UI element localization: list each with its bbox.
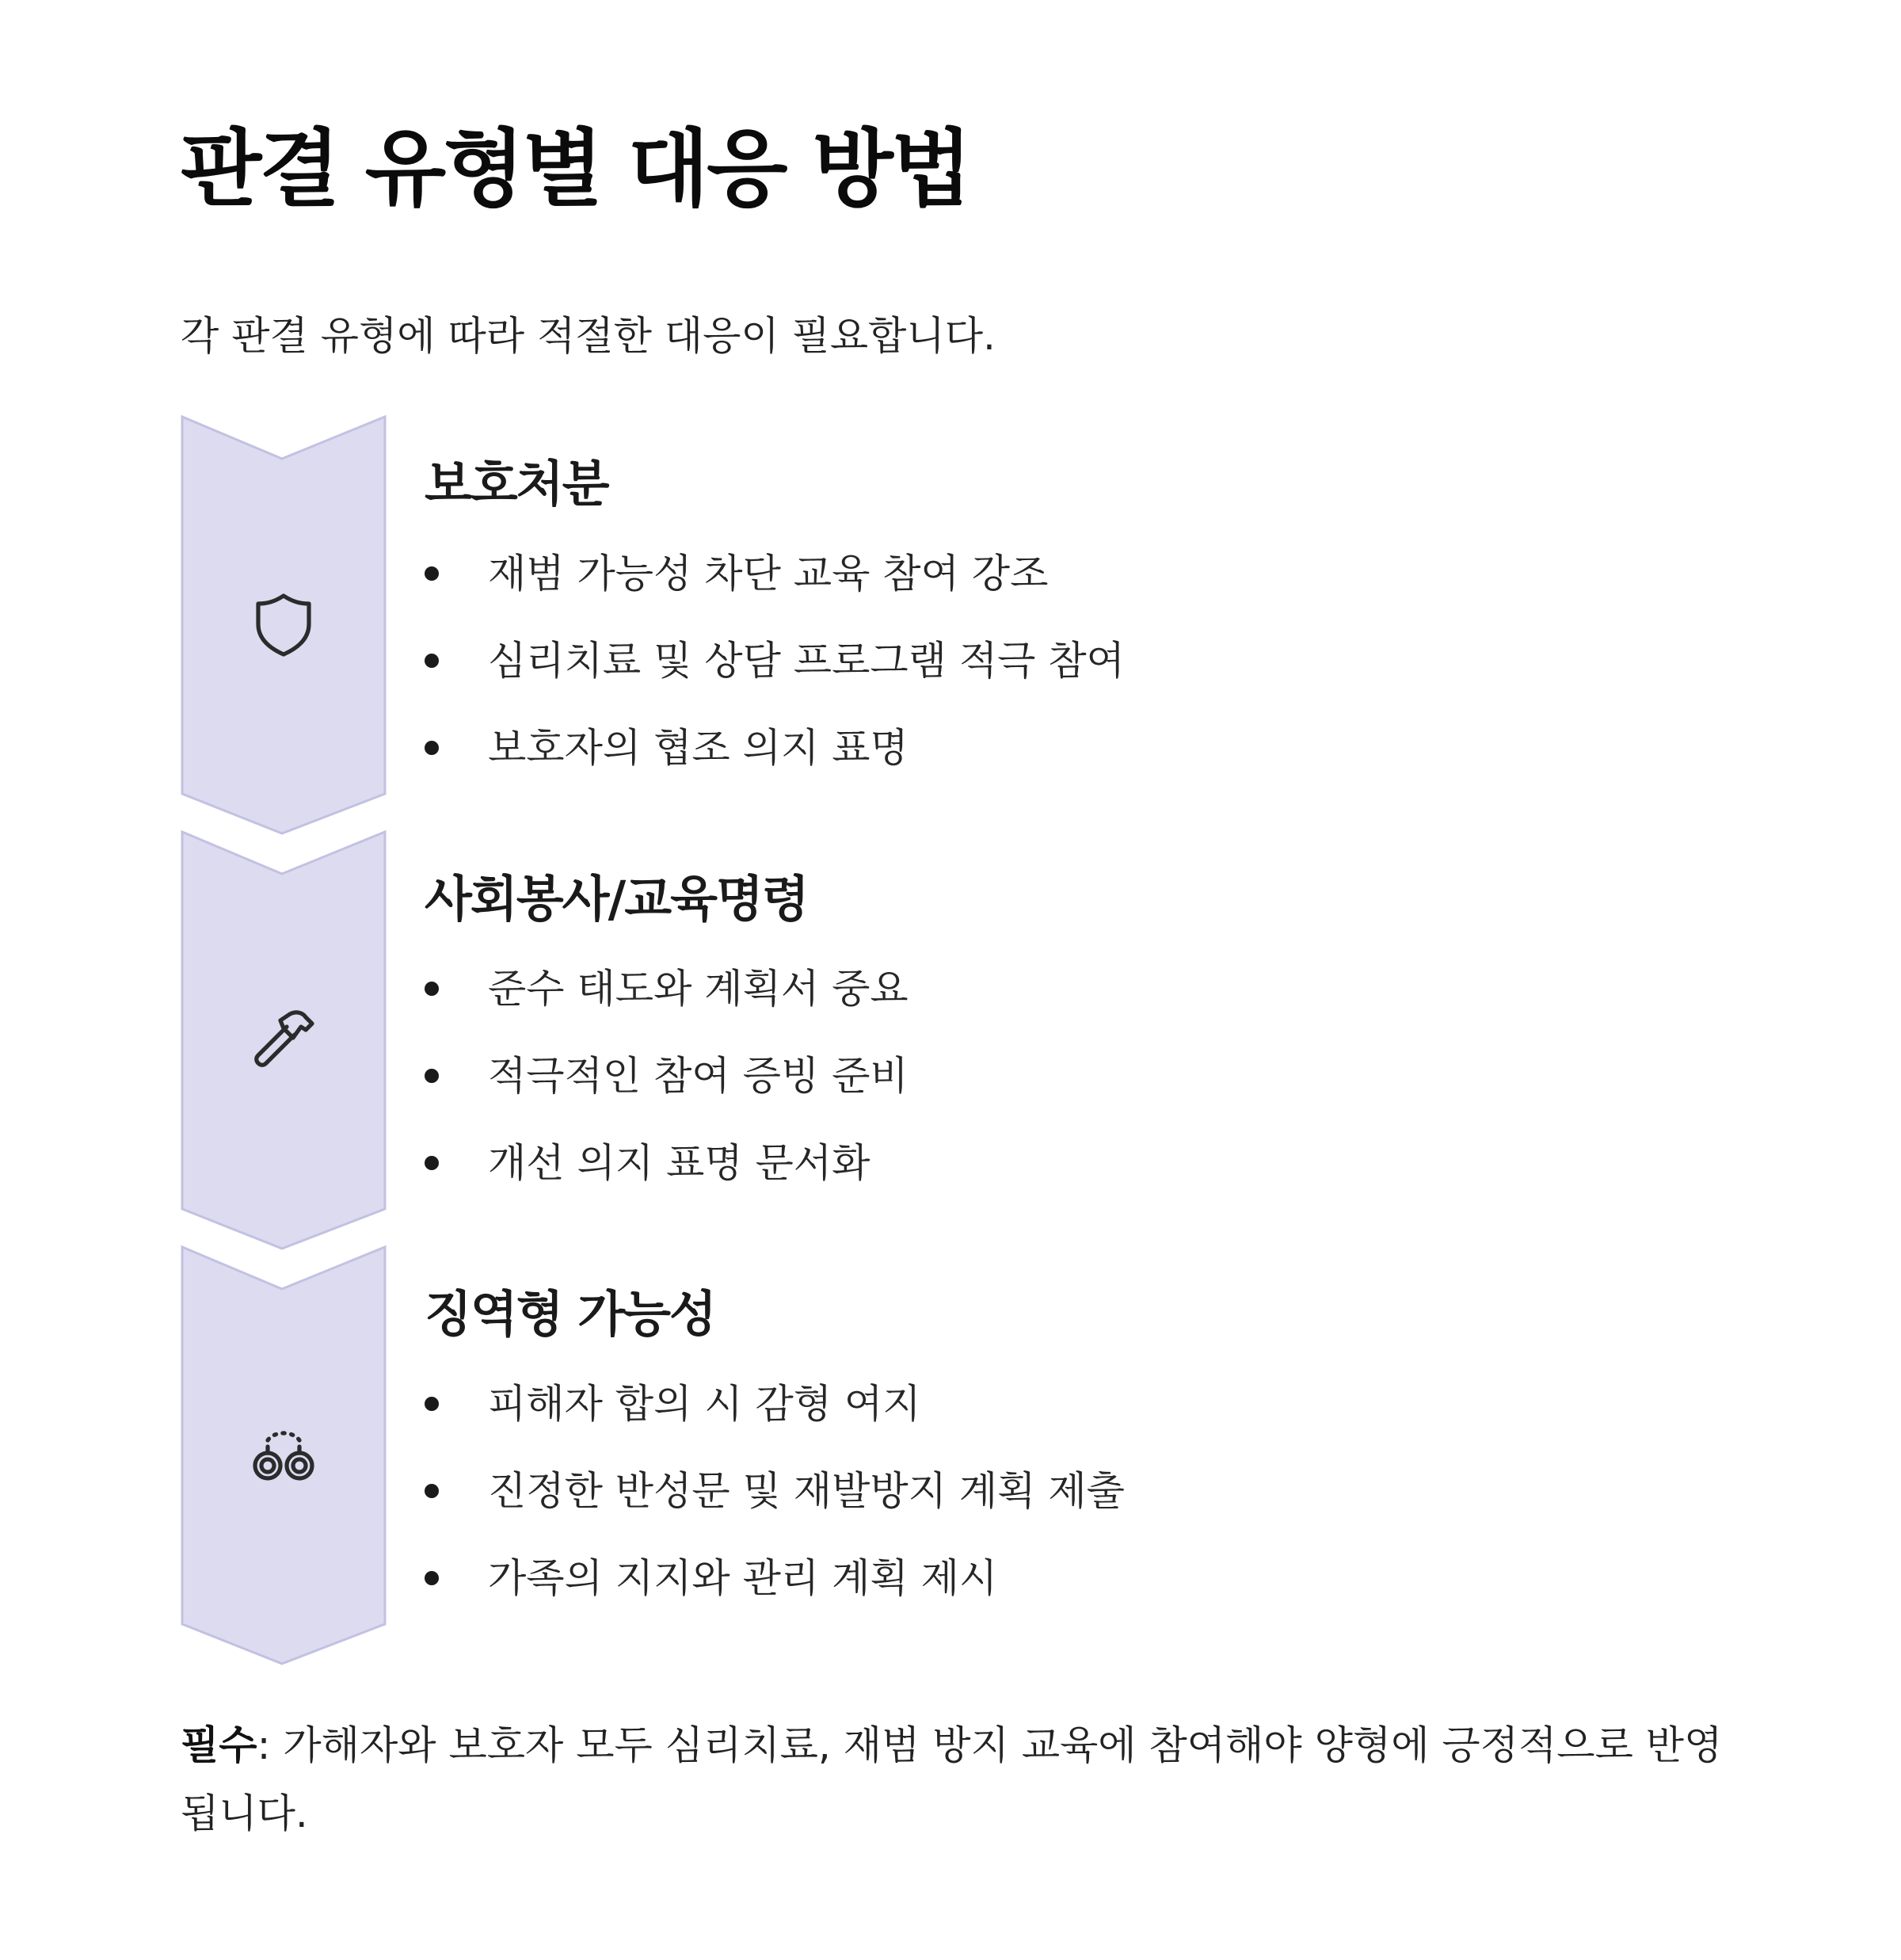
- bullet-dot: [425, 1484, 439, 1498]
- intro-text: 각 판결 유형에 따라 적절한 대응이 필요합니다.: [181, 313, 996, 359]
- list-item-text: 가족의 지지와 관리 계획 제시: [488, 1555, 998, 1601]
- bullet-dot: [425, 566, 439, 581]
- step-title: 사회봉사/교육명령: [425, 870, 808, 928]
- step-community-service: [181, 830, 1749, 1249]
- list-item-text: 심리치료 및 상담 프로그램 적극 참여: [488, 638, 1125, 684]
- list-item-text: 재범 가능성 차단 교육 참여 강조: [488, 551, 1049, 597]
- bullet-dot: [425, 1571, 439, 1585]
- list-item-text: 개선 의지 표명 문서화: [488, 1140, 870, 1186]
- list-item-text: 진정한 반성문 및 재발방지 계획 제출: [488, 1468, 1125, 1514]
- list-item-text: 피해자 합의 시 감형 여지: [488, 1381, 921, 1427]
- step-imprisonment: [181, 1245, 1749, 1664]
- bullet-dot: [425, 1397, 439, 1411]
- bullet-dot: [425, 1156, 439, 1170]
- list-item-text: 보호자의 협조 의지 표명: [488, 725, 909, 771]
- step-title: 보호처분: [425, 455, 608, 513]
- hammer-icon: [246, 1001, 322, 1077]
- step-protective-disposition: [181, 415, 1749, 833]
- list-item-text: 적극적인 참여 증빙 준비: [488, 1053, 909, 1099]
- handcuffs-icon: [246, 1417, 322, 1493]
- bullet-dot: [425, 654, 439, 668]
- shield-icon: [246, 586, 322, 662]
- bullet-dot: [425, 982, 439, 996]
- page-title: 판결 유형별 대응 방법: [181, 120, 970, 218]
- list-item-text: 준수 태도와 계획서 중요: [488, 966, 909, 1012]
- required-note-label: 필수: [181, 1722, 257, 1768]
- step-title: 징역형 가능성: [425, 1285, 715, 1343]
- required-note: [181, 1711, 1733, 1848]
- required-note-text: : 가해자와 보호자 모두 심리치료, 재범 방지 교육에 참여해야 양형에 긍정적으로 반영됩니다.: [181, 1722, 1723, 1836]
- bullet-dot: [425, 1069, 439, 1083]
- bullet-dot: [425, 741, 439, 755]
